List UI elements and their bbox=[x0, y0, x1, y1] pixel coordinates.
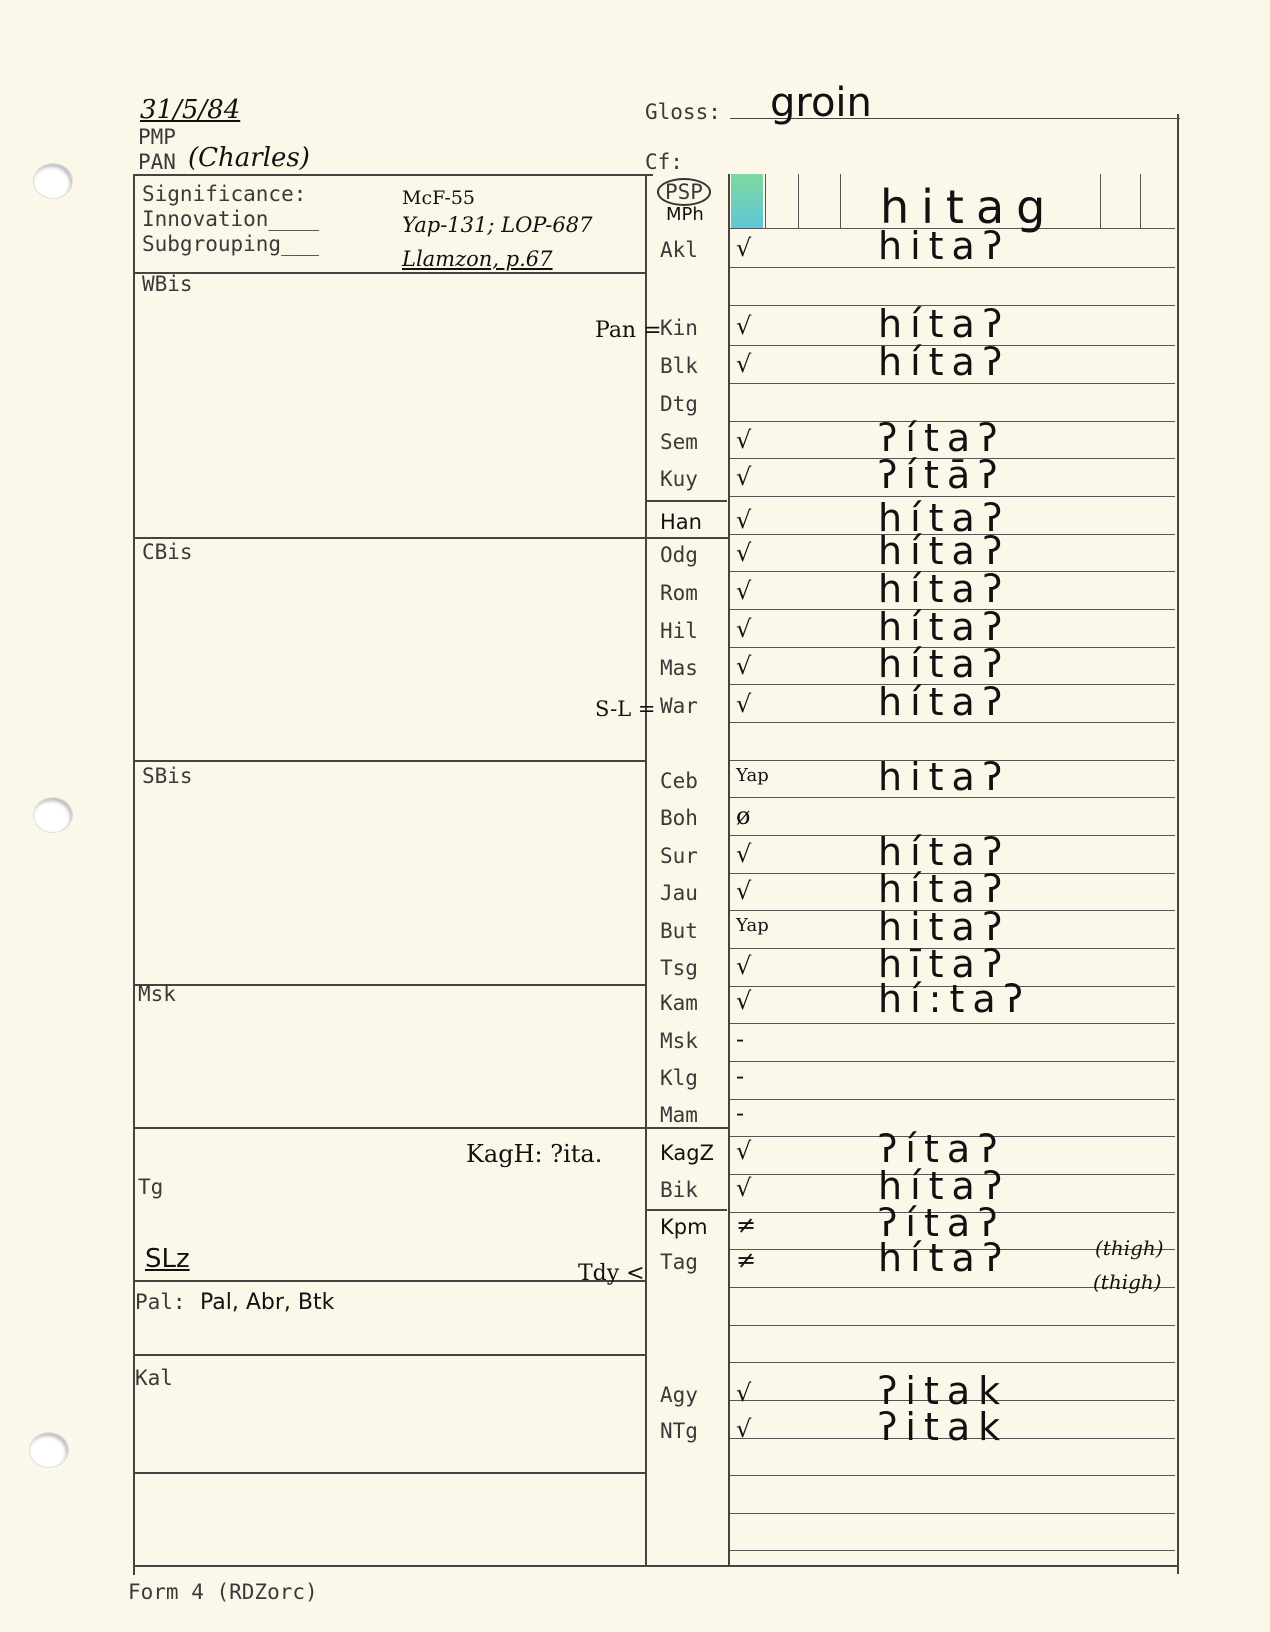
row-form: ʔitak bbox=[878, 1369, 1009, 1413]
row-abbr: Kpm bbox=[660, 1215, 708, 1239]
cf-label: Cf: bbox=[645, 150, 683, 174]
ref-llamzon: Llamzon, p.67 bbox=[402, 247, 553, 271]
row-form: hítaʔ bbox=[878, 867, 1011, 911]
row-form: hitaʔ bbox=[878, 905, 1011, 949]
note-thigh-tag: (thigh) bbox=[1093, 1270, 1162, 1294]
row-abbr: KagZ bbox=[660, 1141, 714, 1165]
row-abbr: Jau bbox=[660, 881, 698, 905]
row-abbr: Kin bbox=[660, 316, 698, 340]
row-abbr: Ceb bbox=[660, 769, 698, 793]
group-pal-members: Pal, Abr, Btk bbox=[200, 1290, 335, 1315]
row-abbr: Blk bbox=[660, 354, 698, 378]
row-mark: √ bbox=[736, 539, 752, 567]
row-form: ʔítaʔ bbox=[878, 1127, 1006, 1171]
row-mark: √ bbox=[736, 463, 752, 491]
row-abbr: Rom bbox=[660, 581, 698, 605]
row-mark: √ bbox=[736, 877, 752, 905]
binder-hole-middle bbox=[33, 797, 73, 833]
row-mark: √ bbox=[736, 426, 752, 454]
psp-label: PSP bbox=[657, 178, 711, 206]
row-form: hítaʔ bbox=[878, 1164, 1011, 1208]
row-mark: √ bbox=[736, 690, 752, 718]
note-pan-eq: Pan = bbox=[595, 318, 662, 343]
row-abbr: Kuy bbox=[660, 467, 698, 491]
group-msk: Msk bbox=[138, 982, 176, 1006]
row-mark: √ bbox=[736, 1137, 752, 1165]
binder-hole-bottom bbox=[29, 1432, 69, 1468]
date: 31/5/84 bbox=[140, 95, 241, 125]
row-abbr: But bbox=[660, 919, 698, 943]
row-abbr: NTg bbox=[660, 1419, 698, 1443]
row-mark: ≠ bbox=[736, 1246, 757, 1274]
pan-handwritten: (Charles) bbox=[188, 143, 310, 173]
row-form: ʔítaʔ bbox=[878, 1201, 1006, 1245]
subgrouping-label: Subgrouping___ bbox=[142, 232, 320, 256]
group-wbis: WBis bbox=[142, 272, 193, 296]
group-tg: Tg bbox=[138, 1175, 164, 1199]
row-mark: Yap bbox=[736, 915, 769, 936]
form-footer: Form 4 (RDZorc) bbox=[128, 1580, 318, 1604]
ref-yap-lop: Yap-131; LOP-687 bbox=[402, 213, 593, 237]
group-kal: Kal bbox=[135, 1366, 173, 1390]
note-tdy: Tdy < bbox=[578, 1261, 645, 1286]
pan-label: PAN bbox=[138, 150, 176, 174]
row-abbr: Hil bbox=[660, 619, 698, 643]
row-mark: - bbox=[736, 1062, 745, 1090]
row-mark: √ bbox=[736, 652, 752, 680]
note-kagh: KagH: ?ita. bbox=[466, 1140, 603, 1168]
row-form: ʔítāʔ bbox=[878, 453, 1006, 497]
row-abbr: Sem bbox=[660, 430, 698, 454]
group-cbis: CBis bbox=[142, 540, 193, 564]
gloss-value: groin bbox=[770, 80, 872, 126]
row-form: hítaʔ bbox=[878, 830, 1011, 874]
note-thigh-kpm: (thigh) bbox=[1095, 1236, 1164, 1260]
row-abbr: Odg bbox=[660, 543, 698, 567]
row-form: hítaʔ bbox=[878, 680, 1011, 724]
group-sbis: SBis bbox=[142, 764, 193, 788]
row-form: hí:taʔ bbox=[878, 977, 1032, 1021]
row-mark: √ bbox=[736, 234, 752, 262]
row-mark: √ bbox=[736, 952, 752, 980]
row-form: hítaʔ bbox=[878, 1236, 1011, 1280]
note-sl-eq: S-L = bbox=[595, 697, 656, 721]
row-form: hítaʔ bbox=[878, 605, 1011, 649]
significance-label: Significance: bbox=[142, 182, 307, 206]
row-mark: ≠ bbox=[736, 1211, 757, 1239]
row-mark: √ bbox=[736, 350, 752, 378]
row-form: hitaʔ bbox=[878, 755, 1011, 799]
row-abbr: War bbox=[660, 694, 698, 718]
group-slz: SLz bbox=[145, 1244, 190, 1274]
row-form: ʔitak bbox=[878, 1405, 1009, 1449]
row-abbr: Sur bbox=[660, 844, 698, 868]
row-mark: √ bbox=[736, 506, 752, 534]
row-form: hítaʔ bbox=[878, 340, 1011, 384]
row-abbr: Agy bbox=[660, 1383, 698, 1407]
row-form: hítaʔ bbox=[878, 496, 1011, 540]
row-mark: √ bbox=[736, 1174, 752, 1202]
row-mark: √ bbox=[736, 987, 752, 1015]
row-abbr: Bik bbox=[660, 1178, 698, 1202]
row-abbr: Han bbox=[660, 510, 702, 534]
row-abbr: Akl bbox=[660, 238, 698, 262]
row-abbr: Msk bbox=[660, 1029, 698, 1053]
innovation-label: Innovation____ bbox=[142, 207, 320, 231]
row-abbr: Tsg bbox=[660, 956, 698, 980]
row-mark: ø bbox=[736, 802, 751, 830]
row-abbr: Mam bbox=[660, 1103, 698, 1127]
row-abbr: Mas bbox=[660, 656, 698, 680]
row-mark: - bbox=[736, 1025, 745, 1053]
row-form: hītaʔ bbox=[878, 942, 1011, 986]
row-form: hítaʔ bbox=[878, 567, 1011, 611]
row-mark: √ bbox=[736, 312, 752, 340]
row-mark: √ bbox=[736, 1379, 752, 1407]
group-pal: Pal: bbox=[135, 1290, 186, 1314]
row-mark: - bbox=[736, 1099, 745, 1127]
row-abbr: Klg bbox=[660, 1066, 698, 1090]
row-abbr: Boh bbox=[660, 806, 698, 830]
gloss-label: Gloss: bbox=[645, 100, 721, 124]
ref-mcf: McF-55 bbox=[402, 187, 476, 209]
row-abbr: Kam bbox=[660, 991, 698, 1015]
row-mark: √ bbox=[736, 615, 752, 643]
mph-label: MPh bbox=[666, 204, 704, 225]
pmp-label: PMP bbox=[138, 125, 176, 149]
binder-hole-top bbox=[33, 163, 73, 199]
mph-cell-highlight bbox=[731, 174, 763, 228]
row-form: hítaʔ bbox=[878, 642, 1011, 686]
row-form: hítaʔ bbox=[878, 302, 1011, 346]
row-form: ʔítaʔ bbox=[878, 416, 1006, 460]
row-form: hitaʔ bbox=[878, 224, 1011, 268]
row-abbr: Dtg bbox=[660, 392, 698, 416]
row-abbr: Tag bbox=[660, 1250, 698, 1274]
row-mark: Yap bbox=[736, 765, 769, 786]
row-mark: √ bbox=[736, 1415, 752, 1443]
row-mark: √ bbox=[736, 840, 752, 868]
row-form: hítaʔ bbox=[878, 529, 1011, 573]
mph-form: hitag bbox=[880, 180, 1058, 234]
row-mark: √ bbox=[736, 577, 752, 605]
